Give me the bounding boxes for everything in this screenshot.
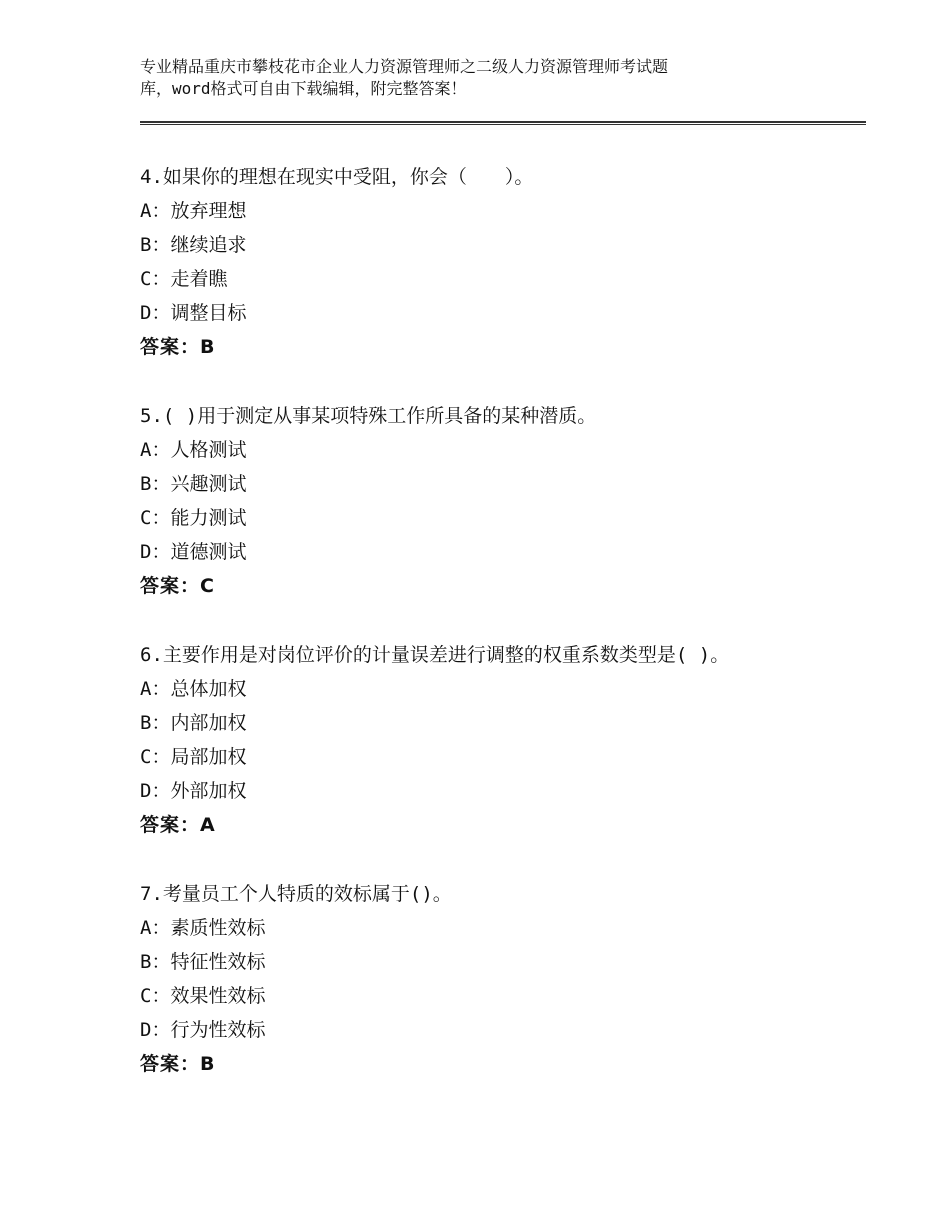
option-d: D：外部加权	[140, 780, 247, 802]
answer-label: 答案：	[140, 1053, 201, 1075]
option-d: D：行为性效标	[140, 1019, 266, 1041]
option-c: C：能力测试	[140, 507, 247, 529]
question-stem: 4.如果你的理想在现实中受阻，你会（ ）。	[140, 166, 534, 188]
option-c: C：走着瞧	[140, 268, 228, 290]
header-divider	[140, 121, 866, 125]
option-d: D：调整目标	[140, 302, 247, 324]
answer-line	[140, 1047, 452, 1081]
option-b: B：继续追求	[140, 234, 247, 256]
answer-line	[140, 808, 729, 842]
option-a: A：放弃理想	[140, 200, 247, 222]
answer-line	[140, 330, 533, 364]
answer-value: C	[200, 575, 214, 597]
question-5	[140, 399, 596, 603]
answer-line	[140, 569, 596, 603]
option-b: B：特征性效标	[140, 951, 266, 973]
question-6	[140, 638, 729, 842]
question-7	[140, 877, 452, 1081]
answer-label: 答案：	[140, 814, 201, 836]
option-c: C：效果性效标	[140, 985, 266, 1007]
document-header	[140, 56, 866, 100]
answer-label: 答案：	[140, 575, 201, 597]
header-title-line-1: 专业精品重庆市攀枝花市企业人力资源管理师之二级人力资源管理师考试题	[140, 57, 669, 76]
answer-value: A	[200, 814, 215, 836]
question-stem: 5.( )用于测定从事某项特殊工作所具备的某种潜质。	[140, 405, 597, 427]
option-a: A：人格测试	[140, 439, 247, 461]
option-b: B：内部加权	[140, 712, 247, 734]
option-a: A：总体加权	[140, 678, 247, 700]
header-title-line-2: 库，word格式可自由下载编辑，附完整答案！	[140, 79, 467, 98]
question-4	[140, 160, 533, 364]
option-a: A：素质性效标	[140, 917, 266, 939]
option-b: B：兴趣测试	[140, 473, 247, 495]
question-stem: 6.主要作用是对岗位评价的计量误差进行调整的权重系数类型是( )。	[140, 644, 730, 666]
answer-label: 答案：	[140, 336, 201, 358]
answer-value: B	[200, 336, 215, 358]
option-d: D：道德测试	[140, 541, 247, 563]
answer-value: B	[200, 1053, 215, 1075]
question-stem: 7.考量员工个人特质的效标属于()。	[140, 883, 452, 905]
document-page	[140, 56, 866, 1075]
option-c: C：局部加权	[140, 746, 247, 768]
